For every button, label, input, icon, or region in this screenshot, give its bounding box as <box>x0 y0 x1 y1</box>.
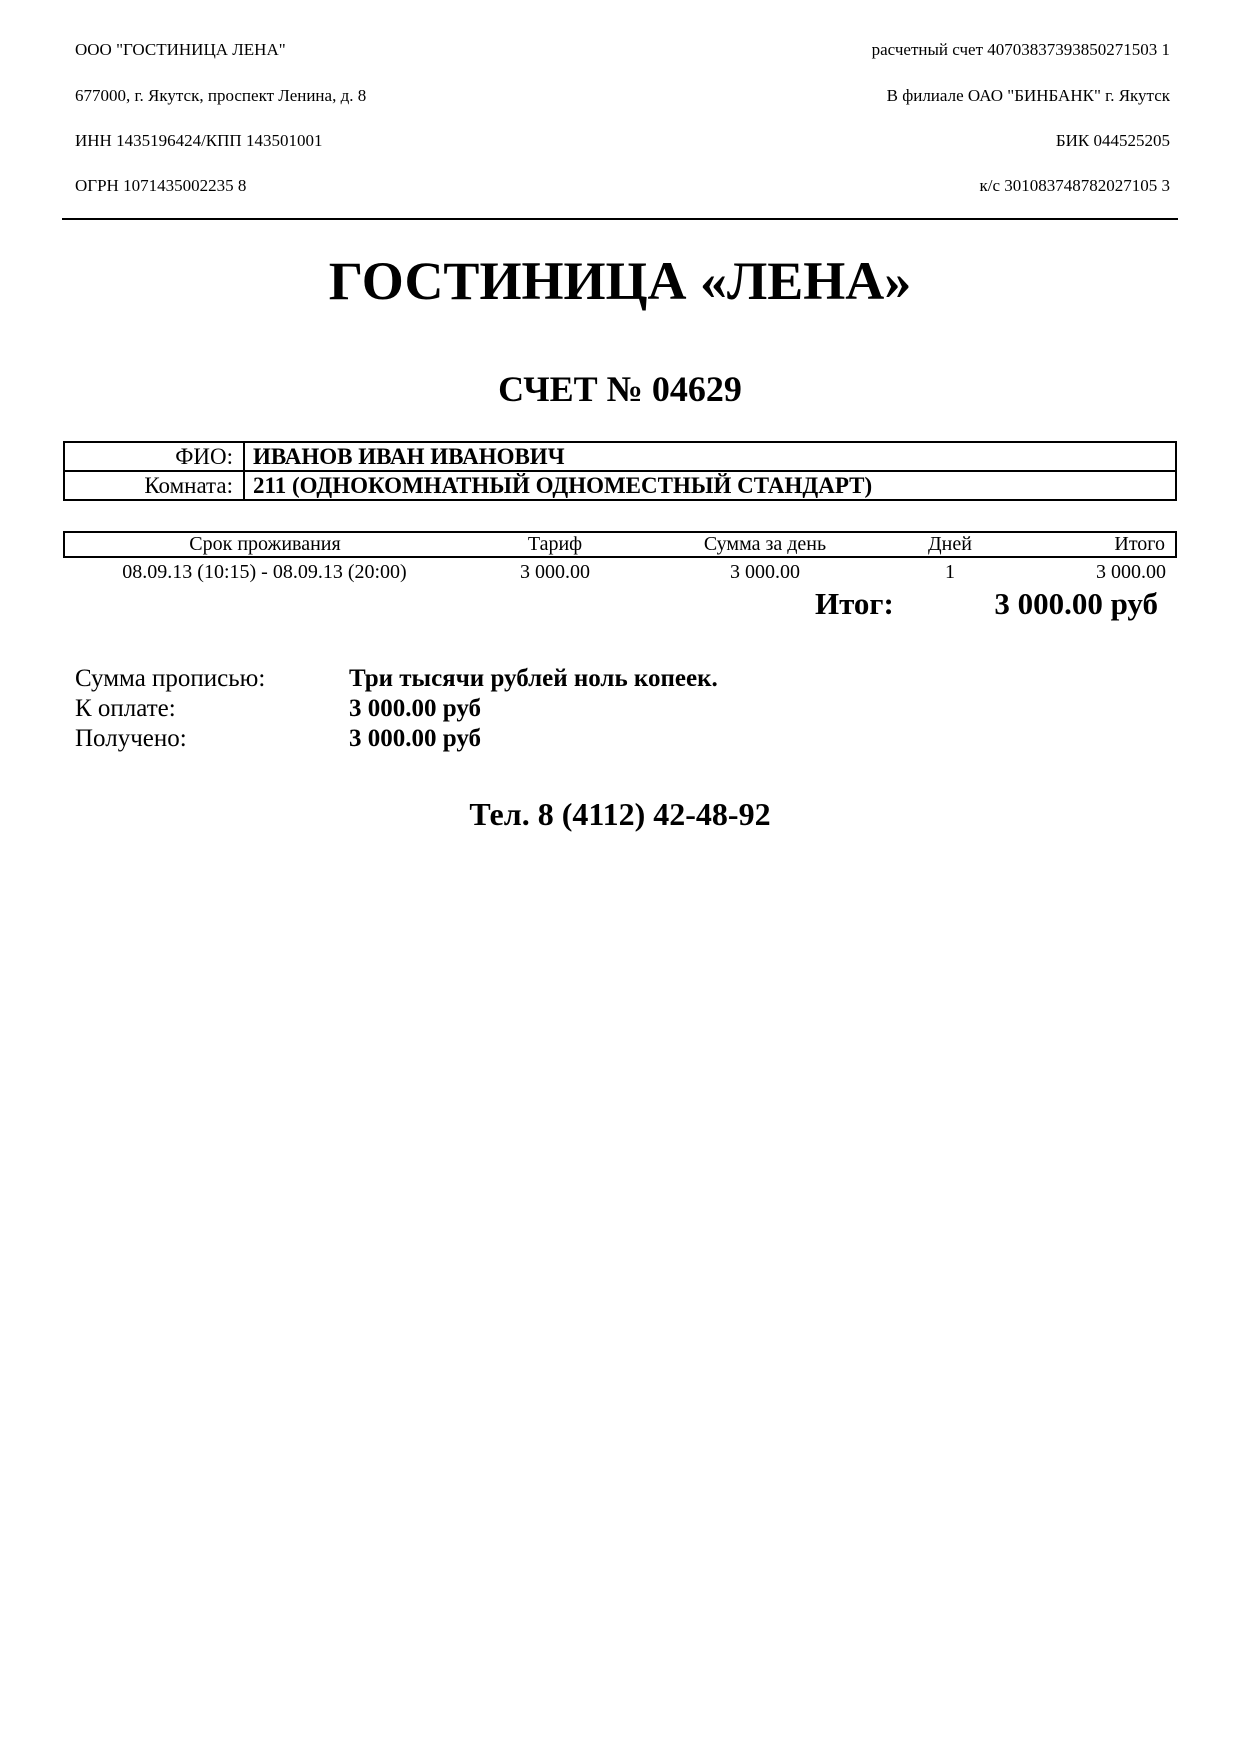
company-ogrn: ОГРН 1071435002235 8 <box>75 176 247 195</box>
bank-account: расчетный счет 40703837393850271503 1 <box>871 40 1170 59</box>
company-address: 677000, г. Якутск, проспект Ленина, д. 8 <box>75 86 367 105</box>
amount-received-value: 3 000.00 руб <box>349 725 481 752</box>
cell-rate: 3 000.00 <box>520 560 590 583</box>
amount-in-words-label: Сумма прописью: <box>75 665 266 692</box>
stay-table-header <box>64 532 1176 557</box>
col-rate: Тариф <box>465 532 645 557</box>
guest-room-value: 211 (ОДНОКОМНАТНЫЙ ОДНОМЕСТНЫЙ СТАНДАРТ) <box>244 471 1176 500</box>
header-divider <box>62 218 1178 220</box>
amount-due-label: К оплате: <box>75 695 176 722</box>
guest-room-row <box>64 471 1176 500</box>
payment-summary <box>75 664 718 754</box>
col-period: Срок проживания <box>64 532 465 557</box>
col-days: Дней <box>885 532 1015 557</box>
invoice-number: СЧЕТ № 04629 <box>498 369 742 409</box>
amount-in-words-row <box>75 664 718 694</box>
amount-due-row <box>75 694 718 724</box>
bank-corr-account: к/с 301083748782027105 3 <box>979 176 1170 195</box>
amount-received-row <box>75 724 718 754</box>
cell-days: 1 <box>945 560 955 583</box>
company-inn-kpp: ИНН 1435196424/КПП 143501001 <box>75 131 323 150</box>
amount-in-words-value: Три тысячи рублей ноль копеек. <box>349 665 718 692</box>
table-row <box>64 557 1176 586</box>
col-daily-sum: Сумма за день <box>645 532 885 557</box>
stay-table <box>63 531 1177 586</box>
company-name: ООО "ГОСТИНИЦА ЛЕНА" <box>75 40 286 59</box>
bank-branch: В филиале ОАО "БИНБАНК" г. Якутск <box>886 86 1170 105</box>
grand-total-label: Итог: <box>815 586 894 621</box>
cell-daily-sum: 3 000.00 <box>730 560 800 583</box>
amount-due-value: 3 000.00 руб <box>349 695 481 722</box>
guest-name-row <box>64 442 1176 471</box>
cell-period: 08.09.13 (10:15) - 08.09.13 (20:00) <box>122 560 407 583</box>
bank-bik: БИК 044525205 <box>1055 131 1170 150</box>
col-total: Итого <box>1015 532 1176 557</box>
hotel-title: ГОСТИНИЦА «ЛЕНА» <box>328 251 912 311</box>
cell-total: 3 000.00 <box>1096 560 1166 583</box>
grand-total-value: 3 000.00 руб <box>994 586 1158 621</box>
hotel-phone: Тел. 8 (4112) 42-48-92 <box>469 796 771 832</box>
guest-name-value: ИВАНОВ ИВАН ИВАНОВИЧ <box>244 442 1176 471</box>
guest-room-label: Комната: <box>64 471 244 500</box>
guest-name-label: ФИО: <box>64 442 244 471</box>
guest-info-table <box>63 441 1177 501</box>
amount-received-label: Получено: <box>75 725 187 752</box>
